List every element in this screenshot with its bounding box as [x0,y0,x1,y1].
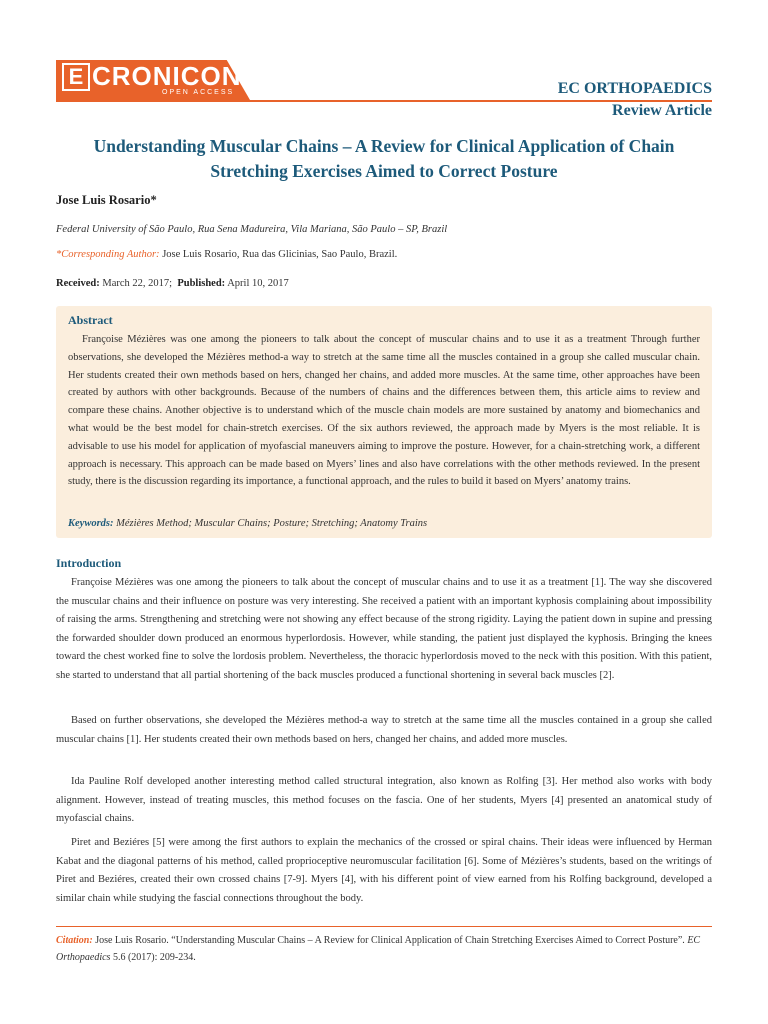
cronicon-logo-tagline: OPEN ACCESS [162,89,235,96]
citation-journal: EC Orthopaedics [56,935,701,963]
citation-label: Citation: [56,935,93,946]
article-title: Understanding Muscular Chains – A Review for Clinical Application of Chain Stretching Exercises Aimed to Correct Posture [93,136,675,181]
article-type: Review Article [612,102,712,119]
abstract-text: Françoise Mézières was one among the pioneers to talk about the concept of muscular chains and to use it as a treatment Through further observations, she developed the Mézières method-a way to stretch at the same time all the muscles contained in a group she called muscular chain. Her students created their own methods based on hers, changed her chains, and added more muscles. At the same time, other approaches have been created by authors with other backgrounds. Because of the numbers of chains and the differences between them, this article aims to review and compare these chains. Another objective is to understand which of the muscle chain models are more sustained by anatomy and biomechanics and what would be the best model for chain-stretch exercises. Of the six authors reviewed, the approach made by Myers is the most reliable. It is advisable to use his model for application of myofascial maneuvers aiming to improve the posture. However, for a chain-stretching work, a different approach is necessary. This approach can be made based on Myers’ lines and also have correlations with the other methods reviewed. In the present study, there is the discussion regarding its importance, a functional approach, and the rules to build it based on Myers’ anatomy trains. [68,334,700,488]
introduction-heading: Introduction [56,556,122,570]
author-affiliation: Federal University of São Paulo, Rua Sena Madureira, Vila Mariana, São Paulo – SP, Brazil [56,224,448,235]
intro-paragraph-2: Based on further observations, she developed the Mézières method-a way to stretch at the same time all the muscles contained in a group she called muscular chains [1]. Her students created their own methods based on hers, changed her chains, and added more muscles. [56,715,712,745]
author-name: Jose Luis Rosario* [56,193,157,207]
intro-paragraph-1: Françoise Mézières was one among the pioneers to talk about the concept of muscular chains and to use it as a treatment [1]. The way she discovered the muscular chains and their influence on posture was very interesting. She received a patient with an important kyphosis complaining about impossibility of raising the arms. Strengthening and stretching were not showing any effect because of the strong rigidity. Laying the patient down in supine and pressing the forwarded shoulder down produced an enormous hyperlordosis. However, while standing, the patient just displayed the kyphosis. Bringing the knees toward the chest worked fine to solve the lordosis problem. Nevertheless, the thoracic hyperlordosis moved to the neck with this position. With this patient, she started to understand that all partial shortening of the back muscles produced a functional shortening in several back muscles [2]. [56,577,712,681]
corresponding-author-label: *Corresponding Author: [56,249,160,260]
keywords [68,518,427,529]
keywords-list: Mézières Method; Muscular Chains; Posture; Stretching; Anatomy Trains [113,518,428,529]
citation-ref: 5.6 (2017): 209-234. [110,952,196,963]
intro-paragraph-3: Ida Pauline Rolf developed another interesting method called structural integration, also known as Rolfing [3]. Her method also works with body alignment. However, instead of treating muscles, this method focuses on the fascia. One of her students, Myers [4] presented an anatomical study of myofascial chains. [56,776,712,825]
journal-name: EC ORTHOPAEDICS [557,80,712,97]
citation-rule [56,926,712,927]
citation [56,932,712,966]
received-label: Received: [56,278,100,289]
keywords-label: Keywords: [68,518,114,529]
corresponding-author [56,249,397,260]
cronicon-logo-mark: E [62,63,90,91]
received-date: March 22, 2017; [99,278,173,289]
publication-dates [56,278,289,289]
intro-paragraph-4: Piret and Beziéres [5] were among the first authors to explain the mechanics of the crossed or spiral chains. Their ideas were influenced by Herman Kabat and the diagonal patterns of his method, called proprioceptive neuromuscular facilitation [6]. Some of Mézières’s students, based on the writings of Piret and Beziéres, created their own crossed chains [7-9]. Myers [4], with his different point of view earned from his Rolfing background, developed a similar chain while studying the fascial connections throughout the body. [56,837,712,904]
published-date: April 10, 2017 [225,278,289,289]
corresponding-author-text: Jose Luis Rosario, Rua das Glicinias, Sao Paulo, Brazil. [159,249,398,260]
published-label: Published: [177,278,226,289]
citation-text: Jose Luis Rosario. “Understanding Muscular Chains – A Review for Clinical Application of Chain Stretching Exercises Aimed to Correct Posture”. [92,935,685,946]
abstract-heading: Abstract [68,313,113,327]
cronicon-logo-name: CRONICON [92,61,242,91]
